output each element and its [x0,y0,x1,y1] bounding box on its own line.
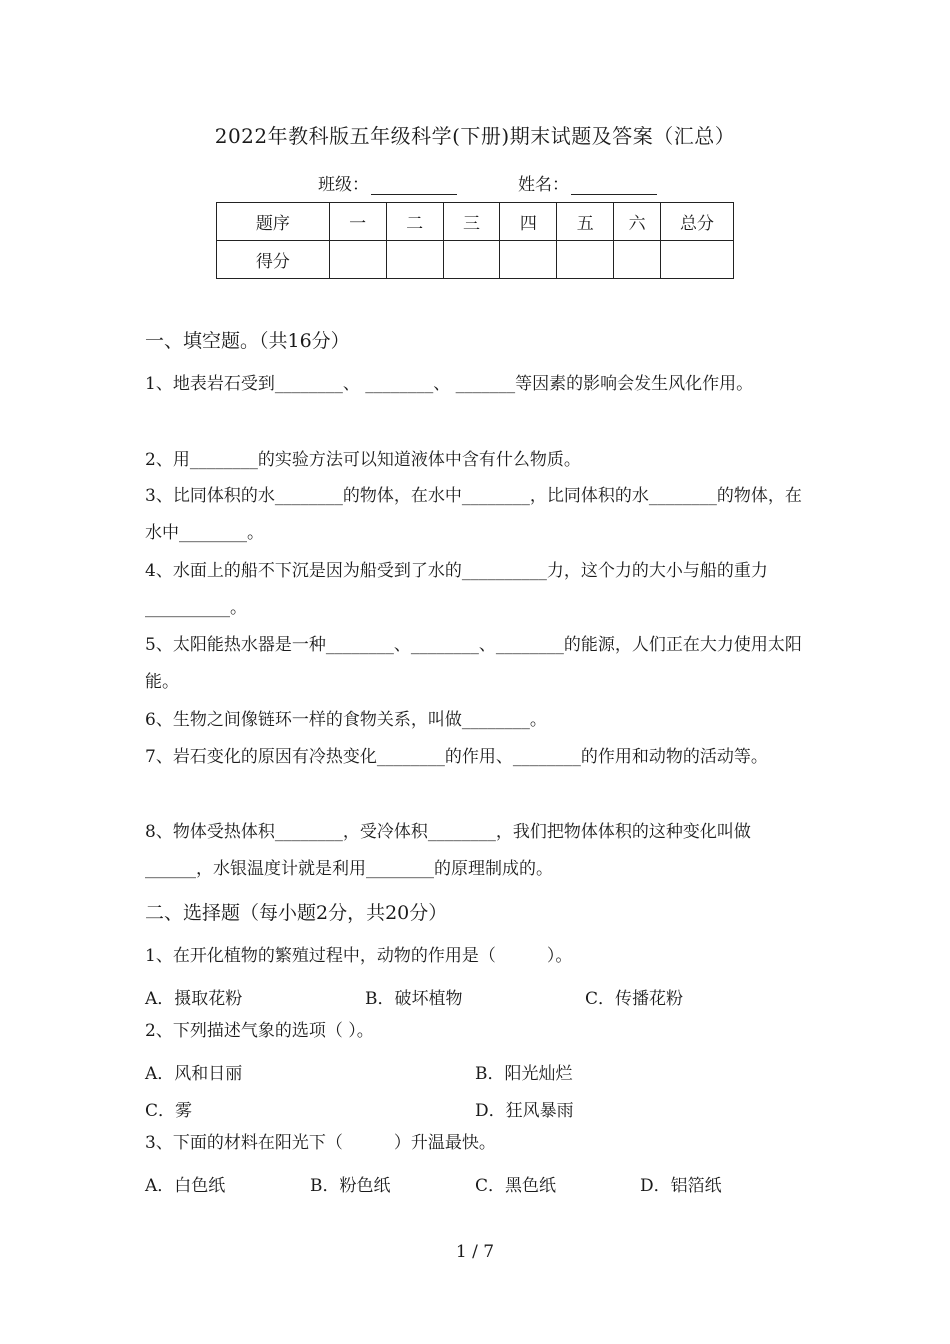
table-cell: 得分 [217,241,330,279]
score-cell[interactable] [661,241,734,279]
table-cell: 四 [500,203,557,241]
question-item: 8、物体受热体积________，受冷体积________，我们把物体体积的这种变化叫做______，水银温度计就是利用________的原理制成的。 [145,822,751,879]
table-cell: 总分 [661,203,734,241]
answer-option[interactable]: C．雾 [145,1101,193,1121]
answer-option[interactable]: D．铝箔纸 [640,1176,722,1196]
page-number: 1 / 7 [455,1242,495,1262]
table-cell: 六 [614,203,661,241]
class-label: 班级： [318,175,369,195]
table-cell: 一 [329,203,386,241]
question-item: 7、岩石变化的原因有冷热变化________的作用、________的作用和动物的活动等。 [145,747,768,767]
answer-option[interactable]: A．摄取花粉 [145,989,243,1009]
table-cell: 题序 [217,203,330,241]
answer-option[interactable]: C．传播花粉 [585,989,684,1009]
question-item: 4、水面上的船不下沉是因为船受到了水的__________力，这个力的大小与船的重力__________。 [145,561,768,618]
question-item: 2、用________的实验方法可以知道液体中含有什么物质。 [145,450,581,470]
class-blank[interactable] [371,176,457,195]
name-field [518,170,657,195]
answer-option[interactable]: B．阳光灿烂 [475,1064,573,1084]
answer-option[interactable]: C．黑色纸 [475,1176,557,1196]
table-cell: 五 [557,203,614,241]
score-cell[interactable] [500,241,557,279]
answer-option[interactable]: A．白色纸 [145,1176,226,1196]
score-cell[interactable] [443,241,500,279]
question-stem: 1、在开化植物的繁殖过程中，动物的作用是（ ）。 [145,946,573,966]
answer-option[interactable]: A．风和日丽 [145,1064,243,1084]
question-item: 3、比同体积的水________的物体，在水中________，比同体积的水________的物体，在水中________。 [145,486,802,543]
question-item: 6、生物之间像链环一样的食物关系，叫做________。 [145,710,547,730]
name-label: 姓名： [518,175,569,195]
answer-option[interactable]: B．破坏植物 [365,989,463,1009]
score-cell[interactable] [557,241,614,279]
name-blank[interactable] [571,176,657,195]
answer-option[interactable]: B．粉色纸 [310,1176,391,1196]
page-title: 2022年教科版五年级科学(下册)期末试题及答案（汇总） [214,124,736,148]
class-field [318,170,457,195]
score-cell[interactable] [329,241,386,279]
question-item: 5、太阳能热水器是一种________、________、________的能源，人们正在大力使用太阳能。 [145,635,802,692]
score-table [216,202,734,279]
table-cell: 三 [443,203,500,241]
score-table-header-row [217,203,734,241]
section-heading: 一、填空题。（共16分） [145,330,350,352]
answer-option[interactable]: D．狂风暴雨 [475,1101,574,1121]
section-heading: 二、选择题（每小题2分，共20分） [145,902,448,924]
question-stem: 2、下列描述气象的选项（ ）。 [145,1021,374,1041]
score-table-score-row [217,241,734,279]
table-cell: 二 [386,203,443,241]
score-cell[interactable] [614,241,661,279]
question-item: 1、地表岩石受到________、 ________、 _______等因素的影响会发生风化作用。 [145,374,754,394]
question-stem: 3、下面的材料在阳光下（ ）升温最快。 [145,1133,496,1153]
score-cell[interactable] [386,241,443,279]
